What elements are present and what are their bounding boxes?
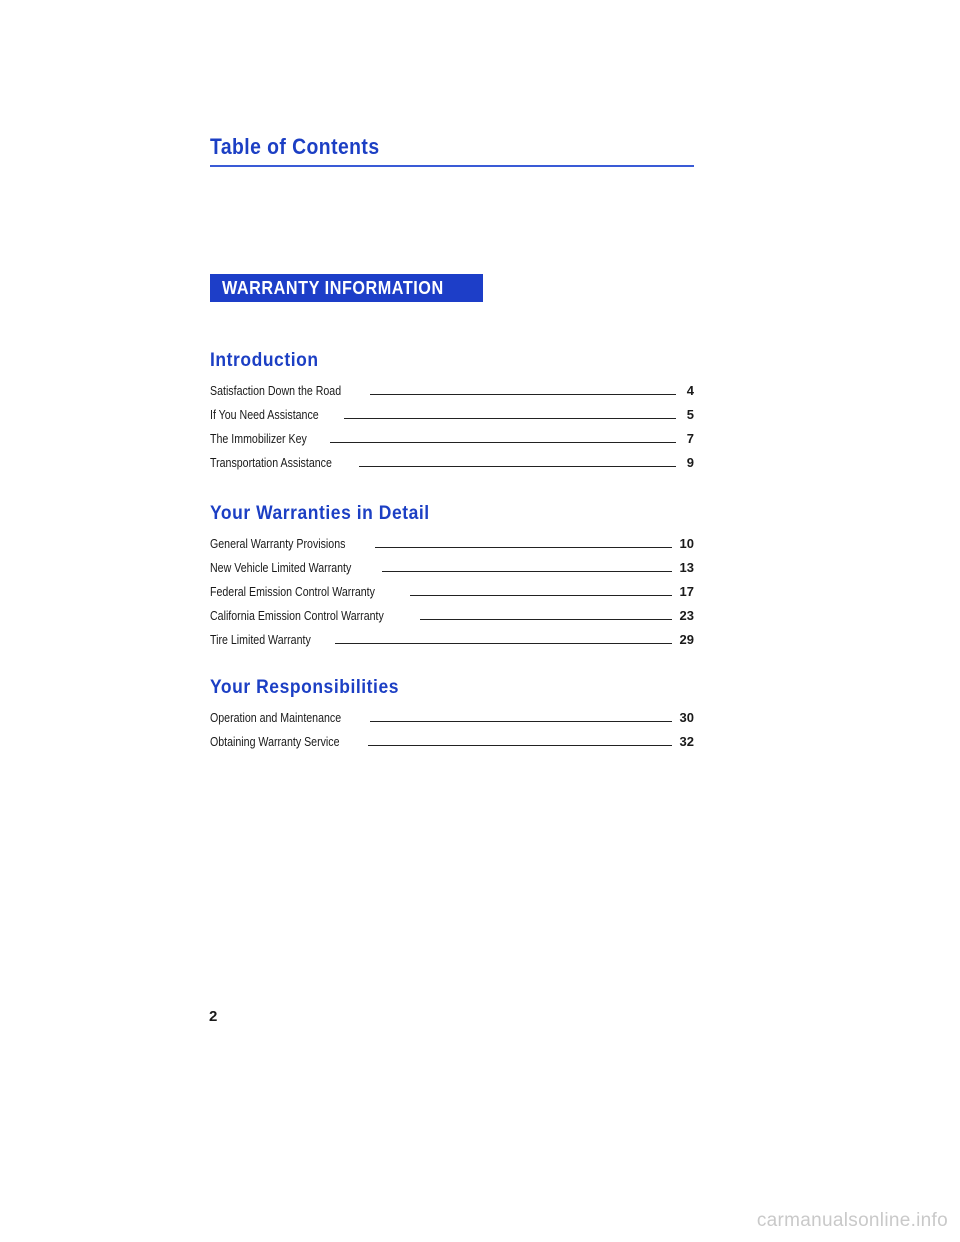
dot-leader: [382, 570, 671, 572]
section-heading: Your Responsibilities: [210, 677, 400, 698]
dot-leader: [370, 393, 676, 395]
toc-entry[interactable]: [210, 430, 694, 446]
toc-entry-page: 4: [686, 383, 694, 398]
toc-list: [210, 382, 694, 470]
toc-entry[interactable]: [210, 406, 694, 422]
toc-entry-page: 5: [686, 407, 694, 422]
title-divider: [210, 165, 694, 167]
toc-entry-label: The Immobilizer Key: [210, 432, 307, 446]
toc-entry[interactable]: [210, 382, 694, 398]
dot-leader: [335, 642, 672, 644]
toc-entry[interactable]: [210, 535, 694, 551]
toc-entry-label: Tire Limited Warranty: [210, 633, 311, 647]
toc-entry[interactable]: [210, 709, 694, 725]
section-banner: [210, 274, 483, 302]
toc-entry-page: 29: [679, 632, 694, 647]
toc-entry[interactable]: [210, 454, 694, 470]
toc-entry-label: Obtaining Warranty Service: [210, 735, 340, 749]
toc-entry[interactable]: [210, 733, 694, 749]
toc-entry-page: 32: [679, 734, 694, 749]
toc-entry-page: 13: [679, 560, 694, 575]
dot-leader: [344, 417, 676, 419]
toc-entry[interactable]: [210, 631, 694, 647]
toc-entry-page: 9: [686, 455, 694, 470]
page-number: 2: [209, 1008, 218, 1025]
toc-entry-label: Transportation Assistance: [210, 456, 332, 470]
dot-leader: [330, 441, 676, 443]
toc-list: [210, 535, 694, 647]
section-heading: Introduction: [210, 350, 319, 371]
toc-entry-page: 17: [679, 584, 694, 599]
toc-entry[interactable]: [210, 583, 694, 599]
section-banner-label: WARRANTY INFORMATION: [222, 278, 444, 298]
section-heading: Your Warranties in Detail: [210, 503, 430, 524]
toc-entry-page: 7: [686, 431, 694, 446]
toc-section-warranties: [210, 502, 694, 655]
dot-leader: [420, 618, 671, 620]
toc-entry-label: California Emission Control Warranty: [210, 609, 384, 623]
toc-entry-page: 10: [679, 536, 694, 551]
toc-entry[interactable]: [210, 607, 694, 623]
toc-section-responsibilities: [210, 676, 694, 757]
dot-leader: [359, 465, 676, 467]
toc-entry-page: 30: [679, 710, 694, 725]
toc-entry-label: If You Need Assistance: [210, 408, 319, 422]
toc-entry-page: 23: [679, 608, 694, 623]
toc-section-introduction: [210, 349, 694, 478]
dot-leader: [410, 594, 671, 596]
dot-leader: [370, 720, 671, 722]
watermark: carmanualsonline.info: [756, 1210, 948, 1231]
toc-entry-label: General Warranty Provisions: [210, 537, 346, 551]
toc-entry-label: Satisfaction Down the Road: [210, 384, 342, 398]
toc-list: [210, 709, 694, 749]
toc-entry-label: Federal Emission Control Warranty: [210, 585, 375, 599]
toc-entry[interactable]: [210, 559, 694, 575]
toc-entry-label: New Vehicle Limited Warranty: [210, 561, 352, 575]
toc-entry-label: Operation and Maintenance: [210, 711, 342, 725]
dot-leader: [375, 546, 671, 548]
dot-leader: [368, 744, 671, 746]
page-title: Table of Contents: [210, 134, 380, 159]
